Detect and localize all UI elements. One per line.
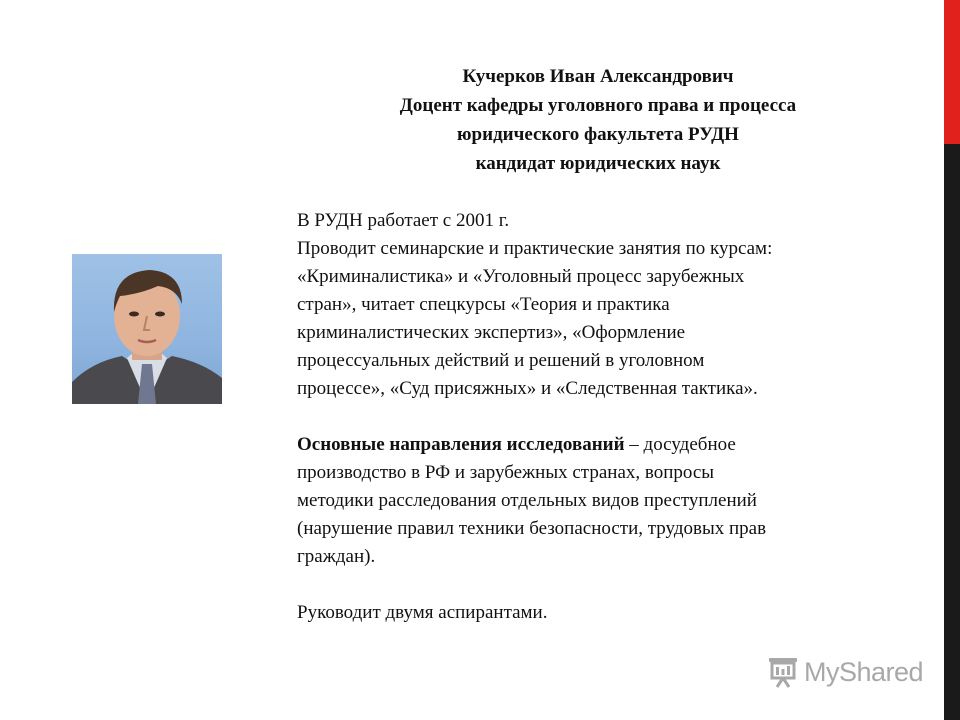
research-first-line: [297, 431, 937, 459]
person-position: Доцент кафедры уголовного права и процесса: [399, 95, 797, 116]
biography-text: [297, 207, 937, 627]
slide-header: [296, 62, 900, 178]
research-line: методики расследования отдельных видов преступлений: [297, 490, 757, 511]
portrait-photo: [72, 254, 222, 404]
bio-line: криминалистических экспертиз», «Оформление: [297, 322, 686, 343]
person-faculty: юридического факультета РУДН: [457, 124, 739, 145]
myshared-watermark: [766, 654, 923, 690]
bio-line: Проводит семинарские и практические занятия по курсам:: [297, 238, 773, 259]
watermark-text: MyShared: [804, 656, 924, 687]
research-line: (нарушение правил техники безопасности, трудовых прав: [297, 518, 767, 539]
right-accent-bar: [944, 0, 960, 144]
paragraph-gap: [297, 403, 937, 431]
supervision-text: Руководит двумя аспирантами.: [297, 602, 548, 623]
person-degree: кандидат юридических наук: [475, 153, 721, 174]
bio-line: В РУДН работает с 2001 г.: [297, 210, 510, 231]
bio-line: «Криминалистика» и «Уголовный процесс зарубежных: [297, 266, 745, 287]
research-line: производство в РФ и зарубежных странах, вопросы: [297, 462, 715, 483]
bio-line: стран», читает спецкурсы «Теория и практика: [297, 294, 670, 315]
bio-line: процессе», «Суд присяжных» и «Следственная тактика».: [297, 378, 758, 399]
research-line: граждан).: [297, 546, 376, 567]
paragraph-gap: [297, 571, 937, 599]
research-text: – досудебное: [624, 434, 736, 455]
projector-screen-icon: [766, 655, 800, 689]
person-name: Кучерков Иван Александрович: [462, 66, 734, 87]
research-label: Основные направления исследований: [297, 434, 625, 455]
bio-line: процессуальных действий и решений в уголовном: [297, 350, 705, 371]
